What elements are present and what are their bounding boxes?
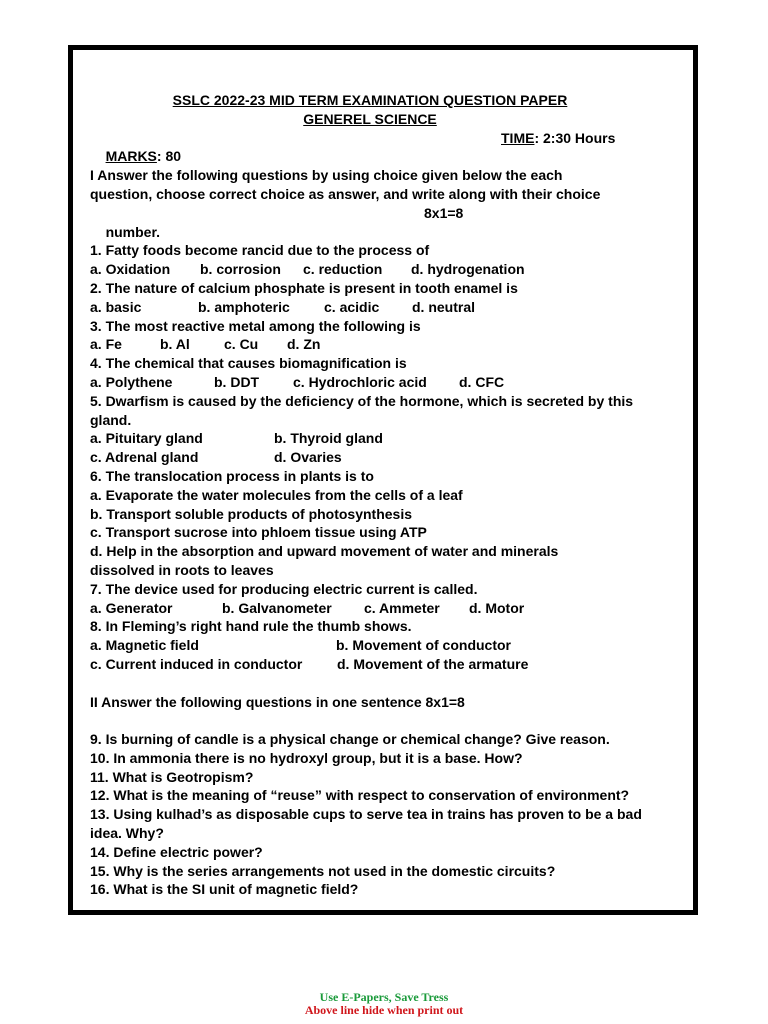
option-c: c. Ammeter [364,599,440,616]
question-1: 1. Fatty foods become rancid due to the process of [90,242,430,259]
option-a: a. Oxidation [90,261,171,278]
option-b: b. Al [160,336,190,353]
marks-time-row [90,129,650,165]
option-c: c. Hydrochloric acid [293,373,427,390]
question-8: 8. In Fleming’s right hand rule the thumb shows. [90,618,412,635]
option-a: a. Fe [90,336,122,353]
option-b: b. amphoteric [198,298,290,315]
option-a: a. basic [90,298,142,315]
option-b: b. Thyroid gland [274,430,383,447]
spacer [90,711,650,730]
option-d: d. Ovaries [274,449,342,466]
option-d: d. Movement of the armature [337,655,529,672]
question-13: 13. Using kulhad’s as disposable cups to serve tea in trains has proven to be a bad [90,806,642,823]
question-3: 3. The most reactive metal among the following is [90,317,421,334]
question-5-options-ab [90,429,650,448]
question-8-options-cd [90,655,650,674]
section1-instruction: I Answer the following questions by using choice given below the each [90,167,563,184]
option-a: a. Pituitary gland [90,430,203,447]
question-9: 9. Is burning of candle is a physical change or chemical change? Give reason. [90,731,610,748]
option-d: d. Help in the absorption and upward movement of water and minerals [90,543,559,560]
option-c: c. Cu [224,336,259,353]
option-d: d. Zn [287,336,321,353]
option-b: b. Galvanometer [222,599,332,616]
option-c: c. Adrenal gland [90,449,199,466]
time-label: TIME [501,129,535,146]
question-5: 5. Dwarfism is caused by the deficiency of the hormone, which is secreted by this [90,392,634,409]
option-c: c. Current induced in conductor [90,655,303,672]
question-13-cont: idea. Why? [90,825,164,842]
section2-instruction: II Answer the following questions in one sentence 8x1=8 [90,693,465,710]
footer-print-note: Above line hide when print out [304,1003,464,1017]
footer-slogan: Use E-Papers, Save Tress [319,990,449,1004]
question-11: 11. What is Geotropism? [90,768,254,785]
footer-note [0,991,768,1017]
option-d-cont: dissolved in roots to leaves [90,561,274,578]
option-d: d. neutral [412,298,476,315]
question-14: 14. Define electric power? [90,843,263,860]
time-block [501,129,615,148]
subject-title: GENEREL SCIENCE [303,110,437,127]
option-b: b. DDT [214,373,260,390]
question-3-options [90,335,650,354]
question-15: 15. Why is the series arrangements not used in the domestic circuits? [90,862,556,879]
question-2: 2. The nature of calcium phosphate is present in tooth enamel is [90,279,518,296]
option-d: d. hydrogenation [411,261,525,278]
option-d: d. CFC [459,373,505,390]
question-6: 6. The translocation process in plants is to [90,467,374,484]
question-12: 12. What is the meaning of “reuse” with respect to conservation of environment? [90,787,630,804]
section1-instruction-row: number. 8x1=8 [105,204,464,240]
marks-value: : 80 [156,148,182,165]
section1-instruction: question, choose correct choice as answer, and write along with their choice [90,185,601,202]
question-1-options [90,260,650,279]
question-4: 4. The chemical that causes biomagnification is [90,355,407,372]
question-4-options [90,373,650,392]
marks-label: MARKS [105,148,157,165]
question-7-options [90,599,650,618]
option-c: c. acidic [324,298,380,315]
question-10: 10. In ammonia there is no hydroxyl group, but it is a base. How? [90,749,523,766]
time-value: : 2:30 Hours [534,129,616,146]
question-5-cont: gland. [90,411,132,428]
section1-marks: 8x1=8 [424,204,464,221]
question-5-options-cd [90,448,650,467]
option-a: a. Magnetic field [90,637,199,654]
spacer [90,223,650,242]
option-b: b. Movement of conductor [336,637,511,654]
option-b: b. corrosion [200,261,281,278]
question-2-options [90,298,650,317]
option-a: a. Polythene [90,373,173,390]
paper-title: SSLC 2022-23 MID TERM EXAMINATION QUESTION PAPER [172,92,568,108]
option-d: d. Motor [469,599,525,616]
option-a: a. Generator [90,599,173,616]
option-c: c. reduction [303,261,383,278]
option-c: c. Transport sucrose into phloem tissue using ATP [90,524,427,541]
question-7: 7. The device used for producing electric current is called. [90,580,478,597]
option-b: b. Transport soluble products of photosynthesis [90,505,413,522]
spacer [90,674,650,693]
question-paper [90,91,650,899]
question-16: 16. What is the SI unit of magnetic field? [90,881,359,898]
question-8-options-ab [90,636,650,655]
option-a: a. Evaporate the water molecules from the cells of a leaf [90,486,463,503]
